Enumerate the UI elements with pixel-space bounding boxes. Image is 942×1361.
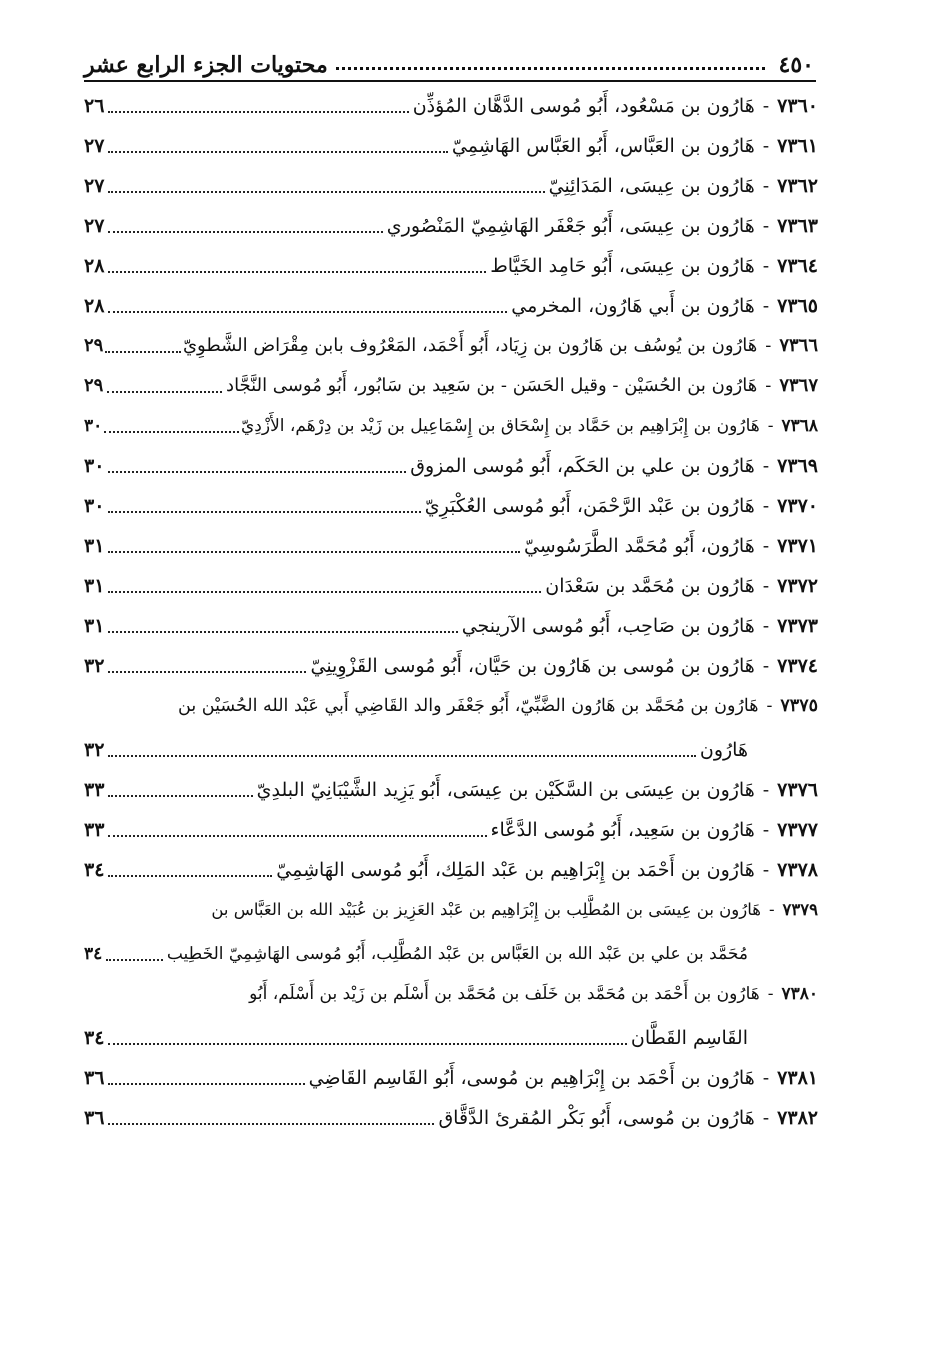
leader-dots <box>108 795 252 797</box>
entry-name: هَارُون بن مُوسى، أَبُو بَكْر المُقرئ الدَّقَّاق <box>438 1107 755 1129</box>
leader-dots <box>108 471 406 473</box>
toc-entry <box>84 564 818 604</box>
leader-dots <box>108 311 507 313</box>
entry-number: ٧٣٧٣ <box>777 615 818 637</box>
entry-name: هَارُون بن العَبَّاس، أَبُو العَبَّاس الهَاشِمِيّ <box>451 135 755 157</box>
leader-dots <box>108 231 382 233</box>
entry-name-continued: القَاسِم القَطَّان <box>630 1027 748 1049</box>
entry-page: ٣٦ <box>84 1067 105 1089</box>
entry-name: هَارُون بن مُحَمَّد بن هَارُون الضَّبِّيّ، أَبُو جَعْفَر والد القَاضِي أَبي عَبْد الله الحُسَيْن بن <box>178 696 759 716</box>
entry-name: هَارُون بن أَبي هَارُون، المخرمي <box>511 295 755 317</box>
leader-dots <box>105 351 181 353</box>
entry-page: ٣٦ <box>84 1107 105 1129</box>
running-title: محتويات الجزء الرابع عشر <box>84 52 328 78</box>
entry-dash: - <box>762 655 770 677</box>
header-leader-dots <box>336 67 765 70</box>
leader-dots <box>108 551 520 553</box>
entry-name: هَارُون بن سَعِيد، أَبُو مُوسى الدَّعَّاء <box>490 819 755 841</box>
entry-dash: - <box>762 175 770 197</box>
entry-number: ٧٣٦٤ <box>777 255 818 277</box>
entry-page: ٣٠ <box>84 455 105 477</box>
entry-number: ٧٣٦٩ <box>777 455 818 477</box>
toc-entry <box>84 768 818 808</box>
entry-dash: - <box>762 455 770 477</box>
entry-page: ٢٧ <box>84 215 105 237</box>
entry-dash: - <box>762 495 770 517</box>
entry-number: ٧٣٦٧ <box>779 375 818 396</box>
toc-entry <box>84 324 818 364</box>
toc-entry <box>84 848 818 888</box>
leader-dots <box>108 111 408 113</box>
leader-dots <box>108 835 486 837</box>
leader-dots <box>108 151 447 153</box>
entry-name: هَارُون بن يُوسُف بن هَارُون بن زِيَاد، أَبُو أَحْمَد، المَعْرُوف بابن مِقْرَاض الشَّطوِيّ <box>182 335 758 356</box>
entry-dash: - <box>762 95 770 117</box>
leader-dots <box>108 271 486 273</box>
entry-dash: - <box>762 135 770 157</box>
entry-page: ٣٠ <box>84 416 103 436</box>
entry-name-continued: مُحَمَّد بن علي بن عَبْد الله بن العَبَّاس بن عَبْد المُطَّلِب، أَبُو مُوسى الهَاشِمِيّ الخَطِيب <box>166 944 748 964</box>
entry-name: هَارُون بن عَبْد الرَّحْمَن، أَبُو مُوسى العُكْبَرِيّ <box>424 495 755 517</box>
entry-dash: - <box>765 335 772 356</box>
entry-number: ٧٣٦٢ <box>777 175 818 197</box>
entry-page: ٣٠ <box>84 495 105 517</box>
leader-dots <box>104 431 239 433</box>
entry-page: ٣٤ <box>84 944 103 964</box>
entry-number: ٧٣٨٠ <box>781 984 818 1004</box>
entry-dash: - <box>762 1067 770 1089</box>
entry-dash: - <box>767 984 774 1004</box>
entry-continuation-line <box>84 930 818 972</box>
entry-page: ٣٤ <box>84 1027 105 1049</box>
entry-dash: - <box>762 1107 770 1129</box>
entry-dash: - <box>767 416 774 436</box>
entry-page: ٢٦ <box>84 95 105 117</box>
entry-page: ٢٩ <box>84 335 104 356</box>
entry-first-line <box>84 972 818 1014</box>
toc-entry <box>84 1056 818 1096</box>
entry-number: ٧٣٧١ <box>777 535 818 557</box>
entry-dash: - <box>762 535 770 557</box>
entry-number: ٧٣٧٢ <box>777 575 818 597</box>
entry-number: ٧٣٦١ <box>777 135 818 157</box>
entry-number: ٧٣٦٥ <box>777 295 818 317</box>
table-of-contents <box>84 84 818 1136</box>
entry-number: ٧٣٧٥ <box>780 696 818 716</box>
leader-dots <box>108 755 695 757</box>
toc-entry <box>84 444 818 484</box>
leader-dots <box>108 1123 434 1125</box>
entry-dash: - <box>762 575 770 597</box>
leader-dots <box>108 511 420 513</box>
entry-number: ٧٣٦٨ <box>781 416 818 436</box>
entry-page: ٣١ <box>84 575 105 597</box>
entry-first-line <box>84 888 818 930</box>
entry-page: ٣١ <box>84 615 105 637</box>
entry-dash: - <box>762 779 770 801</box>
entry-number: ٧٣٦٦ <box>779 335 818 356</box>
toc-entry <box>84 284 818 324</box>
entry-name: هَارُون بن مَسْعُود، أَبُو مُوسى الدَّهَّان المُؤذِّن <box>412 95 755 117</box>
entry-dash: - <box>768 900 775 919</box>
entry-page: ٢٨ <box>84 255 105 277</box>
entry-page: ٢٨ <box>84 295 105 317</box>
entry-page: ٣٢ <box>84 655 105 677</box>
entry-dash: - <box>765 375 772 396</box>
toc-entry <box>84 364 818 404</box>
toc-entry <box>84 604 818 644</box>
entry-name: هَارُون بن أَحْمَد بن إِبْرَاهِيم بن عَبْد المَلِك، أَبُو مُوسى الهَاشِمِيّ <box>276 859 755 881</box>
leader-dots <box>108 631 457 633</box>
entry-continuation-line <box>84 726 818 768</box>
entry-dash: - <box>762 859 770 881</box>
entry-name: هَارُون بن أَحْمَد بن مُحَمَّد بن خَلَف بن مُحَمَّد بن أَسْلَم بن زَيْد بن أَسْلَم، أَبُو <box>249 984 760 1004</box>
entry-name: هَارُون بن عِيسَى، المَدَائِنِيّ <box>548 175 755 197</box>
toc-entry <box>84 684 818 768</box>
entry-name: هَارُون بن مُوسى بن هَارُون بن حَيَّان، أَبُو مُوسى القَزْوِينِيّ <box>310 655 755 677</box>
leader-dots <box>108 875 272 877</box>
entry-name: هَارُون بن عِيسَى بن السَّكَيْن بن عِيسَى، أَبُو يَزِيد الشَّيْبَانِيّ البلدِيّ <box>256 779 755 801</box>
entry-name: هَارُون، أَبُو مُحَمَّد الطَّرَسُوسِيّ <box>523 535 755 557</box>
toc-entry <box>84 84 818 124</box>
entry-name: هَارُون بن عِيسَى، أَبُو جَعْفَر الهَاشِمِيّ المَنْصُوري <box>386 215 755 237</box>
toc-entry <box>84 644 818 684</box>
entry-name: هَارُون بن الحُسَيْن - وقيل الحَسَن - بن سَعِيد بن سَابُور، أَبُو مُوسى النَّجَّاد <box>226 375 758 396</box>
toc-entry <box>84 808 818 848</box>
entry-number: ٧٣٧٦ <box>777 779 818 801</box>
entry-number: ٧٣٦٠ <box>777 95 818 117</box>
toc-entry <box>84 1096 818 1136</box>
entry-number: ٧٣٨١ <box>777 1067 818 1089</box>
entry-dash: - <box>762 615 770 637</box>
toc-entry <box>84 404 818 444</box>
entry-name: هَارُون بن أَحْمَد بن إِبْرَاهِيم بن مُوسى، أَبُو القَاسِم القَاضِي <box>308 1067 755 1089</box>
entry-number: ٧٣٧٩ <box>782 900 818 919</box>
entry-dash: - <box>762 255 770 277</box>
entry-first-line <box>84 684 818 726</box>
entry-page: ٢٩ <box>84 375 104 396</box>
entry-name-continued: هَارُون <box>699 739 748 761</box>
entry-page: ٣٤ <box>84 859 105 881</box>
toc-entry <box>84 524 818 564</box>
entry-page: ٣١ <box>84 535 105 557</box>
entry-number: ٧٣٨٢ <box>777 1107 818 1129</box>
entry-number: ٧٣٧٨ <box>777 859 818 881</box>
entry-page: ٣٣ <box>84 779 105 801</box>
leader-dots <box>107 391 222 393</box>
entry-continuation-line <box>84 1014 818 1056</box>
toc-entry <box>84 244 818 284</box>
entry-name: هَارُون بن عِيسَى، أَبُو حَامِد الخَيَّاط <box>490 255 755 277</box>
entry-name: هَارُون بن عِيسَى بن المُطَّلِب بن إِبْرَاهِيم بن عَبْد العَزِيز بن عُبَيْد الله بن العَبَّاس بن <box>211 900 761 919</box>
entry-number: ٧٣٧٤ <box>777 655 818 677</box>
entry-page: ٣٣ <box>84 819 105 841</box>
page-header <box>84 34 814 78</box>
toc-entry <box>84 164 818 204</box>
leader-dots <box>108 1043 626 1045</box>
toc-entry <box>84 972 818 1056</box>
page-number: ٤٥٠ <box>778 52 814 78</box>
toc-entry <box>84 204 818 244</box>
leader-dots <box>106 959 163 961</box>
leader-dots <box>108 191 544 193</box>
toc-entry <box>84 124 818 164</box>
entry-page: ٢٧ <box>84 135 105 157</box>
entry-page: ٢٧ <box>84 175 105 197</box>
entry-dash: - <box>762 819 770 841</box>
toc-entry <box>84 484 818 524</box>
entry-number: ٧٣٦٣ <box>777 215 818 237</box>
header-rule <box>84 80 816 82</box>
entry-dash: - <box>762 215 770 237</box>
entry-name: هَارُون بن إِبْرَاهِيم بن حَمَّاد بن إِسْحَاق بن إِسْمَاعِيل بن زَيْد بن دِرْهَم، الأَزْدِيّ <box>240 416 760 436</box>
entry-number: ٧٣٧٧ <box>777 819 818 841</box>
leader-dots <box>108 671 306 673</box>
leader-dots <box>108 1083 304 1085</box>
leader-dots <box>108 591 541 593</box>
entry-name: هَارُون بن صَاحِب، أَبُو مُوسى الآرينجي <box>461 615 755 637</box>
entry-page: ٣٢ <box>84 739 105 761</box>
toc-entry <box>84 888 818 972</box>
entry-number: ٧٣٧٠ <box>777 495 818 517</box>
entry-name: هَارُون بن علي بن الحَكَم، أَبُو مُوسى المزوق <box>410 455 755 477</box>
entry-dash: - <box>762 295 770 317</box>
entry-dash: - <box>766 696 773 716</box>
entry-name: هَارُون بن مُحَمَّد بن سَعْدَان <box>545 575 755 597</box>
